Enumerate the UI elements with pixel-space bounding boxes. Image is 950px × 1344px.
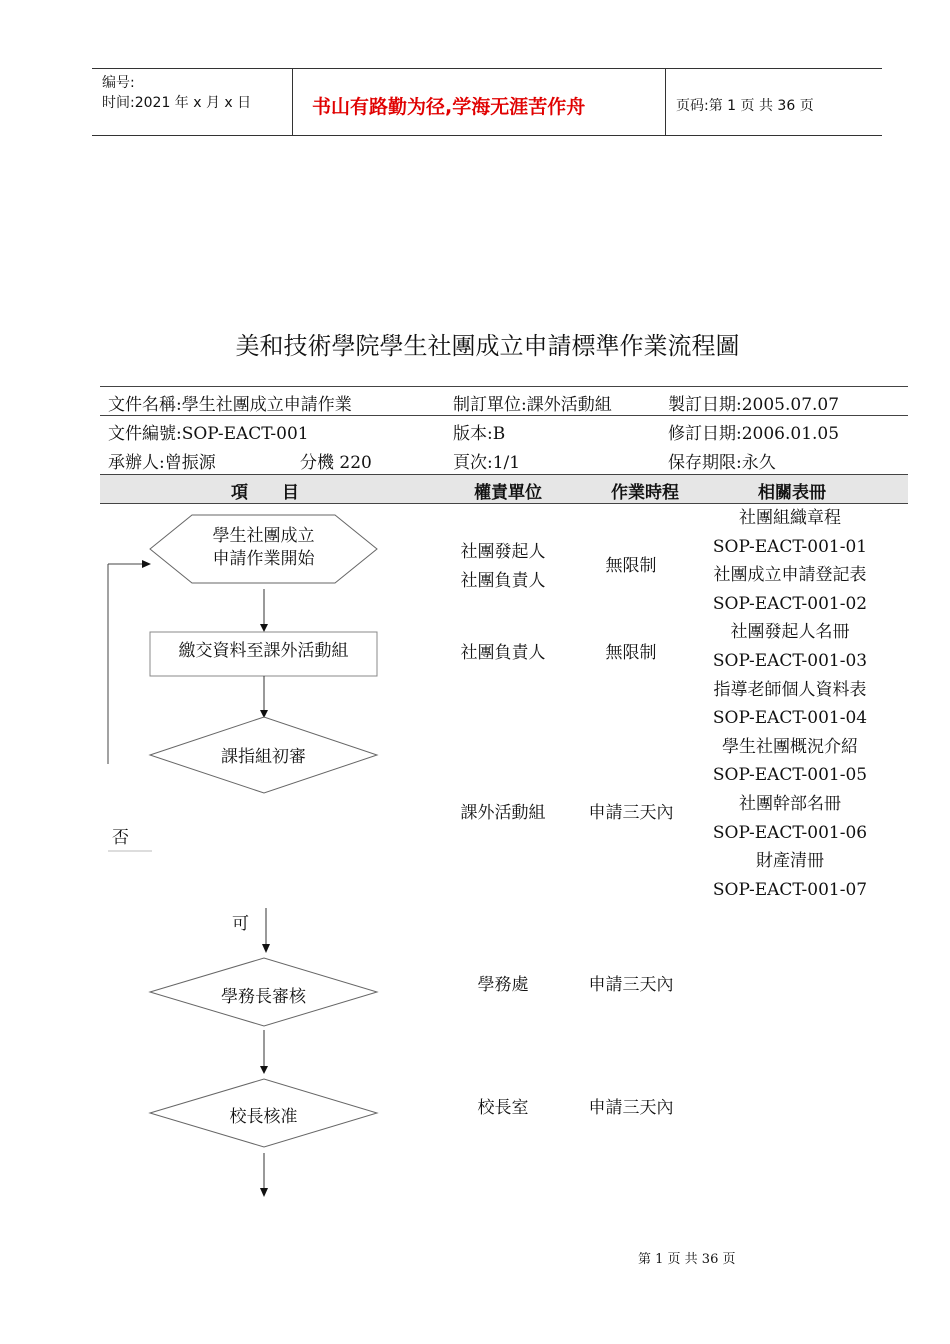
row3-time: 申請三天內 [588, 803, 674, 823]
form-code: SOP-EACT-001-02 [712, 593, 868, 614]
page-label: 页码:第 1 页 共 36 页 [676, 98, 814, 114]
form-title: 財產清冊 [756, 851, 824, 872]
arrowhead [262, 944, 270, 953]
no-label: 否 [112, 828, 129, 848]
form-title: 社團幹部名冊 [739, 793, 841, 814]
approve-text: 校長核准 [229, 1107, 298, 1127]
doc-unit: 制訂單位:課外活動組 [453, 395, 612, 415]
row4-unit: 學務處 [477, 975, 529, 995]
arrowhead [260, 1188, 268, 1197]
form-code: SOP-EACT-001-07 [712, 879, 868, 900]
arrowhead [260, 624, 268, 632]
start-text-line2: 申請作業開始 [212, 549, 315, 569]
doc-extension: 分機 220 [300, 453, 372, 473]
row5-time: 申請三天內 [588, 1098, 674, 1118]
code-label: 编号: [102, 75, 135, 91]
column-unit: 權責單位 [474, 483, 542, 503]
form-title: 指導老師個人資料表 [713, 679, 867, 700]
row2-unit: 社團負責人 [460, 643, 546, 663]
form-title: 學生社團概況介紹 [722, 736, 858, 757]
yes-label: 可 [232, 914, 249, 934]
doc-version: 版本:B [453, 424, 506, 444]
doc-revised: 修訂日期:2006.01.05 [668, 424, 840, 444]
doc-created: 製訂日期:2005.07.07 [668, 395, 840, 415]
form-code: SOP-EACT-001-05 [712, 765, 868, 786]
doc-pages: 頁次:1/1 [453, 453, 521, 473]
form-title: 社團發起人名冊 [730, 622, 850, 643]
form-code: SOP-EACT-001-04 [712, 708, 868, 729]
form-title: 社團組織章程 [739, 508, 841, 528]
review2-text: 學務長審核 [221, 987, 306, 1007]
time-label: 时间:2021 年 x 月 x 日 [102, 95, 252, 111]
doc-retention: 保存期限:永久 [668, 453, 776, 473]
row1-unit-line1: 社團發起人 [460, 542, 546, 562]
column-item: 項 目 [231, 483, 299, 503]
row5-unit: 校長室 [477, 1098, 529, 1118]
row2-time: 無限制 [605, 643, 657, 663]
arrowhead [260, 1066, 268, 1074]
doc-name: 文件名稱:學生社團成立申請作業 [108, 395, 352, 415]
form-code: SOP-EACT-001-06 [712, 822, 868, 843]
row1-time: 無限制 [605, 556, 657, 576]
start-text-line1: 學生社團成立 [212, 526, 315, 546]
row1-unit-line2: 社團負責人 [460, 571, 546, 591]
forms-list [700, 504, 880, 904]
doc-handler: 承辦人:曾振源 [108, 453, 216, 473]
footer-page: 第 1 页 共 36 页 [638, 1252, 736, 1267]
row4-time: 申請三天內 [588, 975, 674, 995]
form-title: 社團成立申請登記表 [713, 565, 867, 586]
motto: 书山有路勤为径,学海无涯苦作舟 [312, 96, 586, 118]
document-title: 美和技術學院學生社團成立申請標準作業流程圖 [235, 332, 740, 360]
column-forms: 相關表冊 [758, 483, 826, 503]
row3-unit: 課外活動組 [460, 803, 546, 823]
review1-text: 課指組初審 [221, 747, 306, 767]
form-code: SOP-EACT-001-01 [712, 536, 868, 557]
submit-text: 繳交資料至課外活動組 [178, 641, 349, 661]
doc-number: 文件編號:SOP-EACT-001 [108, 424, 309, 444]
form-code: SOP-EACT-001-03 [712, 650, 868, 671]
column-time: 作業時程 [611, 483, 679, 503]
